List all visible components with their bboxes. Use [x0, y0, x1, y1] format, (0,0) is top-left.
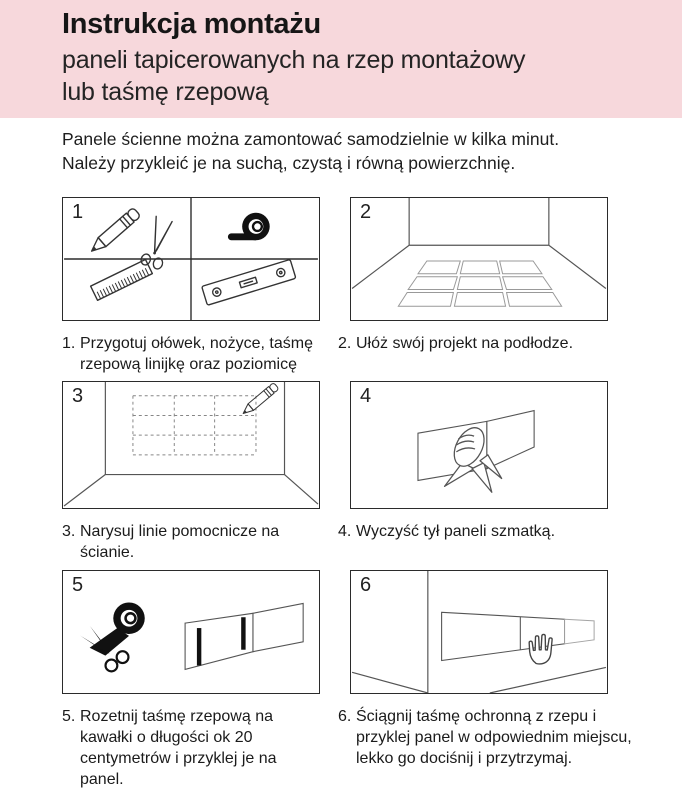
step-5	[62, 570, 320, 790]
step-number: 6	[360, 574, 372, 596]
step-number: 1	[72, 201, 84, 223]
step-2	[338, 197, 608, 354]
step-number: 4	[360, 385, 372, 407]
tape-roll-icon	[228, 213, 270, 241]
scissors-icon	[140, 216, 176, 270]
step-1-figure	[62, 197, 320, 321]
step-number: 2	[360, 201, 372, 223]
step-1	[62, 197, 320, 375]
caption-number: 6.	[338, 708, 352, 725]
room-floor-panels-illustration	[351, 198, 607, 320]
tape-cutting-panels-illustration	[63, 571, 319, 693]
step-6	[338, 570, 632, 769]
step-4-figure	[350, 381, 608, 509]
caption-number: 5.	[62, 708, 76, 725]
step-5-caption	[62, 706, 322, 790]
dashed-guide-grid	[133, 396, 256, 455]
caption-number: 4.	[338, 523, 352, 540]
page-title: Instrukcja montażu	[62, 8, 321, 40]
pencil-icon	[240, 382, 279, 416]
panels-with-tape-strips	[185, 603, 303, 669]
page-subtitle-line-1: paneli tapicerowanych na rzep montażowy	[62, 46, 526, 74]
page-subtitle	[62, 44, 525, 108]
step-6-figure	[350, 570, 608, 694]
step-2-caption	[338, 333, 638, 354]
caption-number: 1.	[62, 335, 76, 352]
caption-text: Ściągnij taśmę ochronną z rzepu i przyklej panel w odpowiednim miejscu, lekko go dociśnij i przytrzymaj.	[356, 708, 632, 767]
caption-text: Rozetnij taśmę rzepową na kawałki o długości ok 20 centymetrów i przyklej je na panel.	[80, 708, 277, 788]
step-number: 3	[72, 385, 84, 407]
step-3	[62, 381, 320, 563]
tools-illustration	[63, 198, 319, 320]
step-6-caption	[338, 706, 638, 769]
ruler-icon	[91, 259, 153, 300]
wall-grid-pencil-illustration	[63, 382, 319, 508]
step-1-caption	[62, 333, 322, 375]
pencil-icon	[88, 207, 141, 255]
step-2-figure	[350, 197, 608, 321]
spirit-level-icon	[202, 259, 296, 305]
step-number: 5	[72, 574, 84, 596]
caption-text: Przygotuj ołówek, nożyce, taśmę rzepową linijkę oraz poziomicę	[80, 335, 313, 373]
step-4-caption	[338, 521, 638, 542]
intro-line-2: Należy przykleić je na suchą, czystą i równą powierzchnię.	[62, 153, 516, 173]
step-3-caption	[62, 521, 320, 563]
caption-number: 3.	[62, 523, 76, 540]
panel-cleaning-hand-illustration	[351, 382, 607, 508]
tape-roll-icon	[90, 602, 145, 655]
header-banner	[0, 0, 682, 118]
intro-line-1: Panele ścienne można zamontować samodzielnie w kilka minut.	[62, 129, 560, 149]
caption-number: 2.	[338, 335, 352, 352]
intro-paragraph	[62, 118, 559, 175]
page-subtitle-line-2: lub taśmę rzepową	[62, 78, 269, 106]
step-3-figure	[62, 381, 320, 509]
panel-mounting-hand-illustration	[351, 571, 607, 693]
caption-text: Narysuj linie pomocnicze na ścianie.	[80, 523, 280, 561]
step-5-figure	[62, 570, 320, 694]
caption-text: Wyczyść tył paneli szmatką.	[356, 523, 556, 540]
step-4	[338, 381, 608, 542]
mounted-panels	[442, 612, 595, 660]
floor-panel-grid	[398, 261, 561, 306]
caption-text: Ułóż swój projekt na podłodze.	[356, 335, 574, 352]
